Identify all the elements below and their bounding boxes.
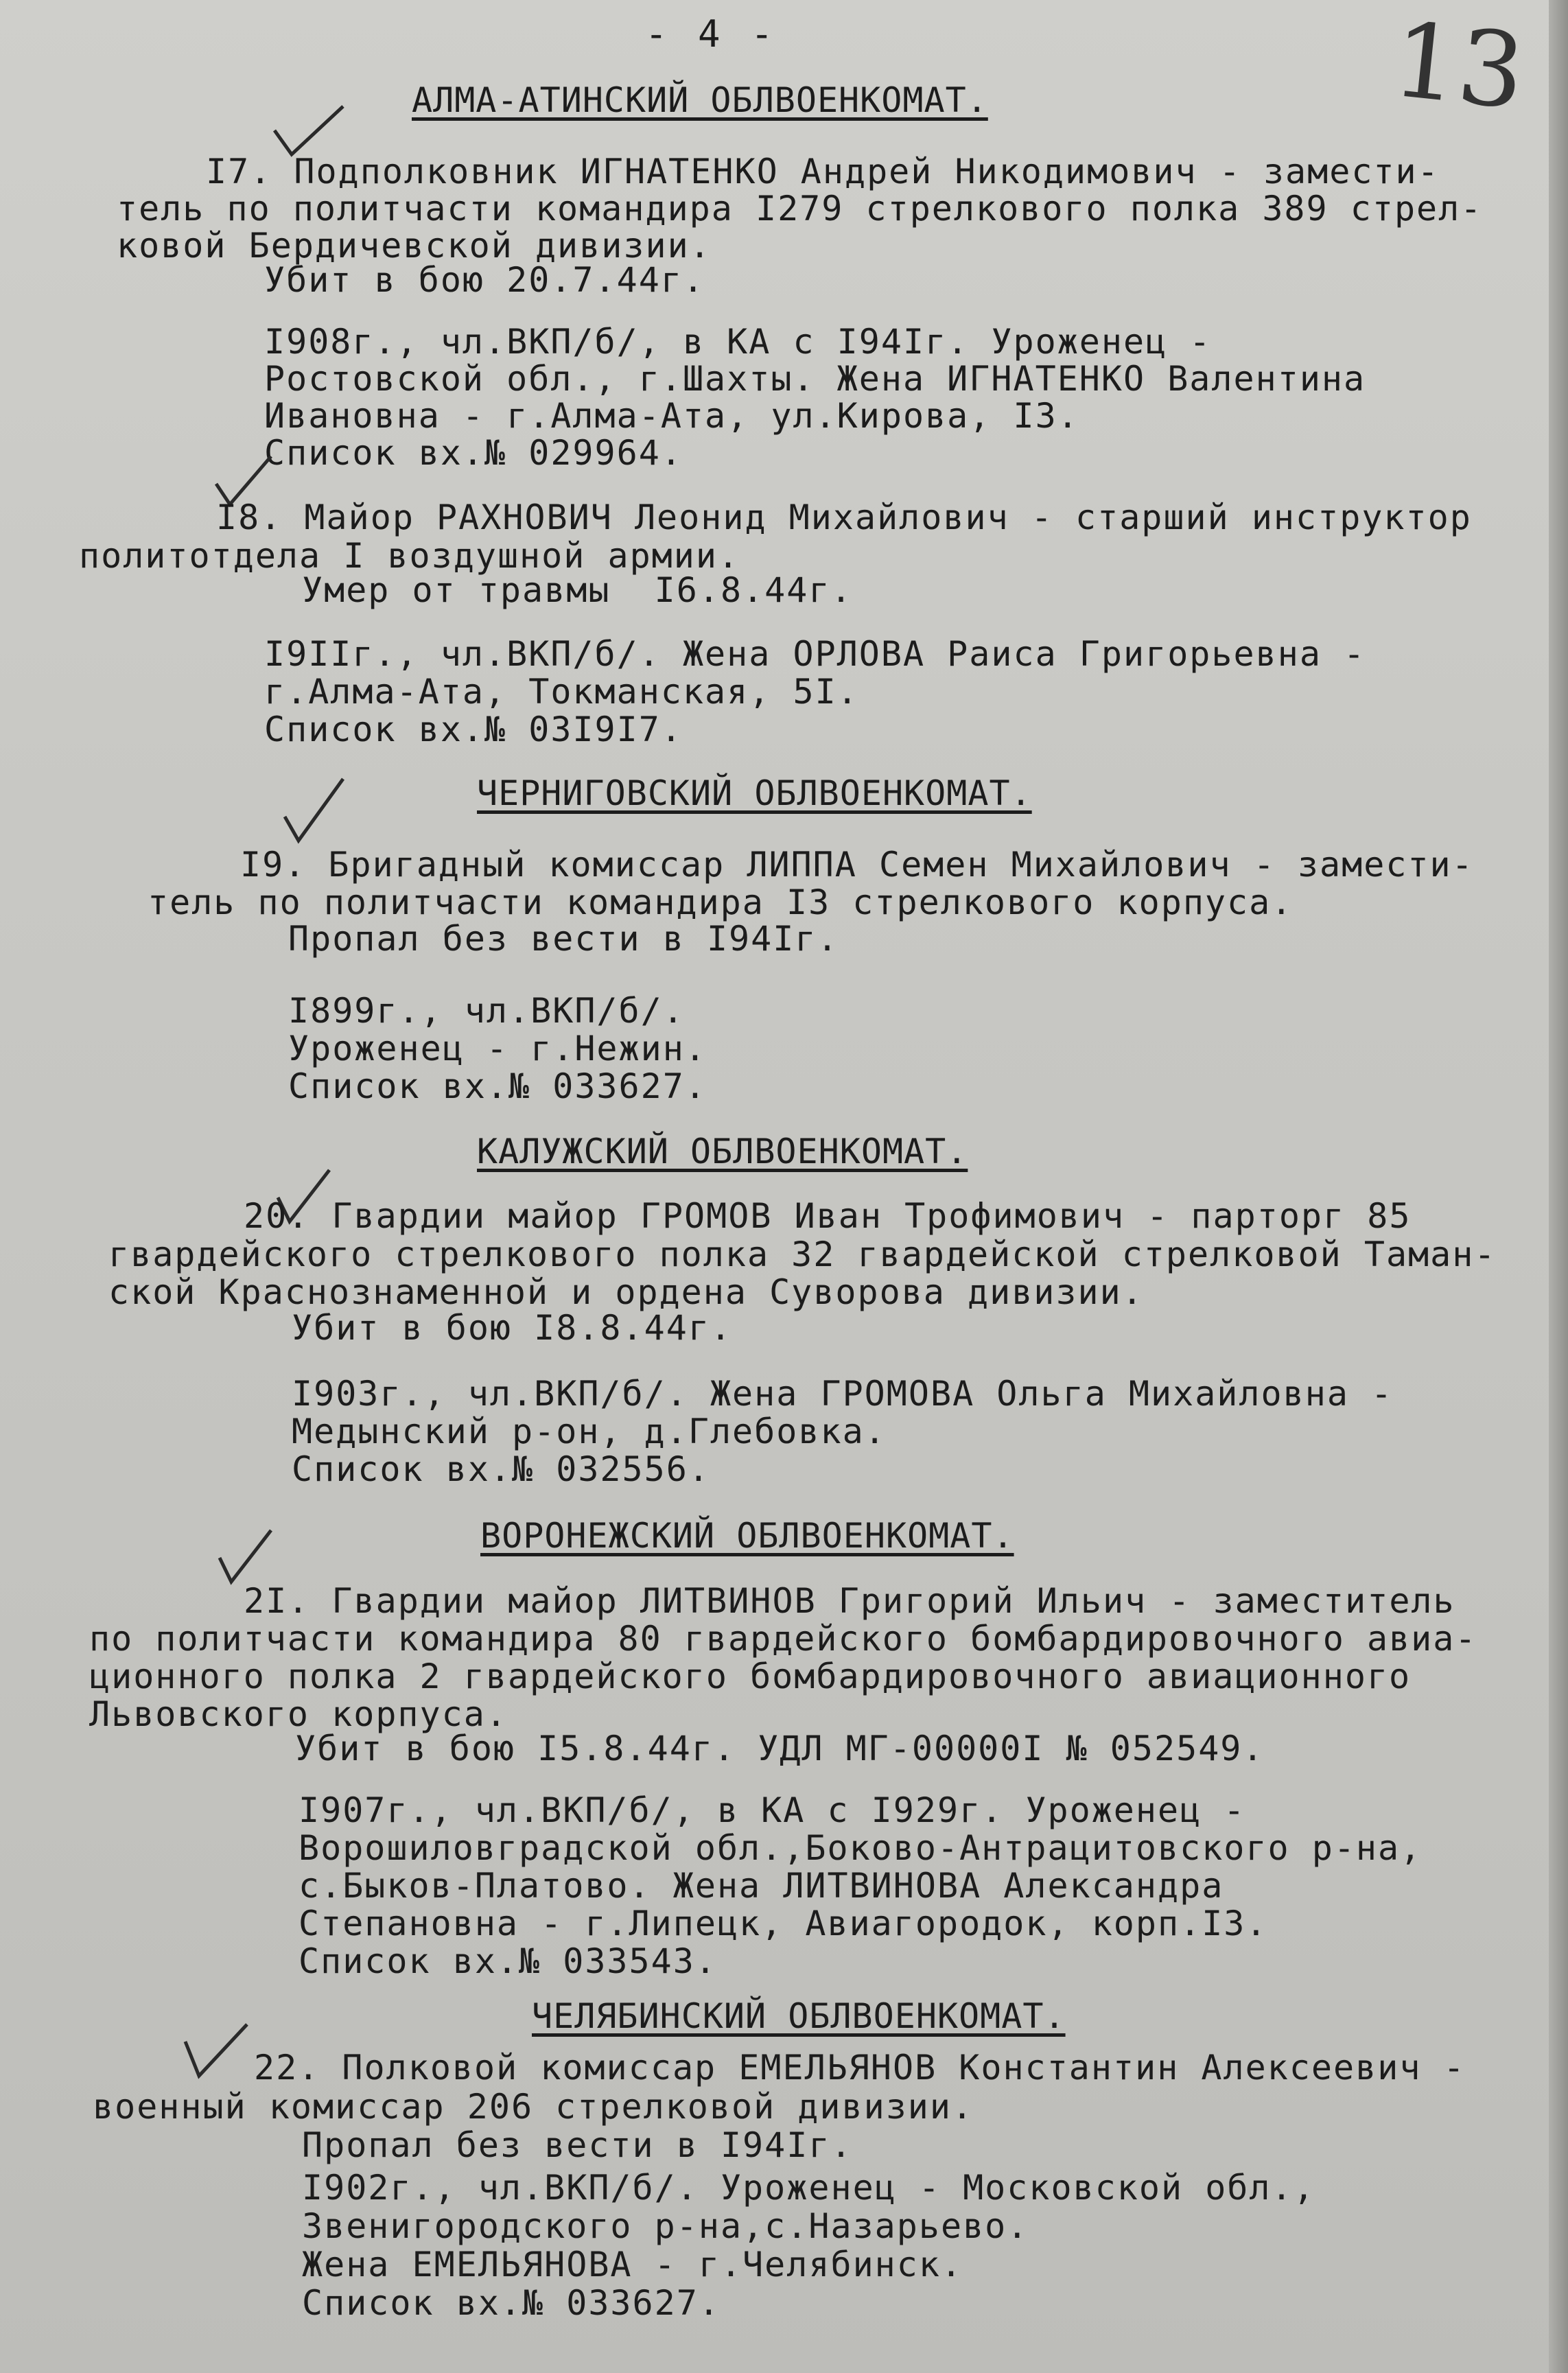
entry-22-detail-3: Жена ЕМЕЛЬЯНОВА - г.Челябинск.	[302, 2245, 963, 2284]
entry-19-detail-2: Уроженец - г.Нежин.	[288, 1029, 707, 1068]
entry-17-detail-4: Список вх.№ 029964.	[264, 433, 683, 473]
entry-20-line-2: гвардейского стрелкового полка 32 гвардейской стрелковой Таман-	[108, 1235, 1497, 1274]
entry-21-line-5: Убит в бою I5.8.44г. УДЛ МГ-00000I № 052549.	[295, 1729, 1265, 1768]
page-edge-shadow	[1549, 0, 1568, 2373]
page-number: - 4 -	[645, 12, 777, 56]
entry-17-line-3: ковой Бердичевской дивизии.	[117, 226, 712, 266]
entry-22-line-3: Пропал без вести в I94Iг.	[302, 2125, 853, 2165]
entry-20-detail-1: I903г., чл.ВКП/б/. Жена ГРОМОВА Ольга Михайловна -	[292, 1374, 1394, 1414]
entry-22-detail-1: I902г., чл.ВКП/б/. Уроженец - Московской обл.,	[302, 2168, 1315, 2208]
entry-20-line-4: Убит в бою I8.8.44г.	[292, 1308, 733, 1348]
section-header-chernigov: ЧЕРНИГОВСКИЙ ОБЛВОЕНКОМАТ.	[477, 773, 1032, 813]
entry-22-detail-4: Список вх.№ 033627.	[302, 2283, 721, 2323]
entry-19-line-2: тель по политчасти командира I3 стрелкового корпуса.	[148, 882, 1294, 922]
entry-18-detail-1: I9IIг., чл.ВКП/б/. Жена ОРЛОВА Раиса Григорьевна -	[264, 634, 1366, 674]
entry-17-line-2: тель по политчасти командира I279 стрелкового полка 389 стрел-	[117, 189, 1483, 229]
entry-22-line-2: военный комиссар 206 стрелковой дивизии.	[93, 2087, 974, 2127]
section-header-chelyabinsk: ЧЕЛЯБИНСКИЙ ОБЛВОЕНКОМАТ.	[532, 1996, 1066, 2036]
entry-19-detail-1: I899г., чл.ВКП/б/.	[288, 991, 685, 1031]
corner-handwritten-number: 13	[1387, 0, 1530, 133]
entry-19-line-3: Пропал без вести в I94Iг.	[288, 919, 839, 959]
entry-17-line-4: Убит в бою 20.7.44г.	[264, 260, 705, 300]
entry-21-detail-2: Ворошиловградской обл.,Боково-Антрацитовского р-на,	[299, 1828, 1423, 1868]
checkmark-icon	[216, 1527, 274, 1585]
entry-21-detail-4: Степановна - г.Липецк, Авиагородок, корп.I3.	[299, 1904, 1268, 1943]
entry-21-detail-3: с.Быков-Платово. Жена ЛИТВИНОВА Александра	[299, 1866, 1224, 1906]
entry-19-detail-3: Список вх.№ 033627.	[288, 1066, 707, 1106]
entry-17-line-1: I7. Подполковник ИГНАТЕНКО Андрей Никодимович - замести-	[206, 152, 1440, 191]
entry-20-detail-3: Список вх.№ 032556.	[292, 1449, 710, 1489]
section-header-kaluga: КАЛУЖСКИЙ ОБЛВОЕНКОМАТ.	[477, 1132, 968, 1171]
entry-18-line-3: Умер от травмы I6.8.44г.	[302, 570, 853, 610]
entry-18-detail-2: г.Алма-Ата, Токманская, 5I.	[264, 672, 859, 712]
entry-18-line-1: I8. Майор РАХНОВИЧ Леонид Михайлович - старший инструктор	[216, 498, 1472, 537]
section-header-voronezh: ВОРОНЕЖСКИЙ ОБЛВОЕНКОМАТ.	[480, 1516, 1014, 1556]
entry-21-line-3: ционного полка 2 гвардейского бомбардировочного авиационного	[89, 1657, 1412, 1696]
checkmark-icon	[182, 2021, 250, 2079]
entry-19-line-1: I9. Бригадный комиссар ЛИППА Семен Михайлович - замести-	[240, 845, 1474, 885]
entry-20-detail-2: Медынский р-он, д.Глебовка.	[292, 1412, 887, 1451]
entry-21-line-2: по политчасти командира 80 гвардейского бомбардировочного авиа-	[89, 1619, 1477, 1659]
checkmark-icon	[281, 775, 347, 844]
entry-18-line-2: политотдела I воздушной армии.	[79, 536, 740, 576]
entry-21-line-4: Львовского корпуса.	[89, 1694, 508, 1734]
entry-22-detail-2: Звенигородского р-на,с.Назарьево.	[302, 2206, 1029, 2246]
entry-21-detail-1: I907г., чл.ВКП/б/, в КА с I929г. Уроженец -	[299, 1790, 1246, 1830]
entry-17-detail-1: I908г., чл.ВКП/б/, в КА с I94Iг. Уроженец -	[264, 322, 1212, 362]
entry-21-detail-5: Список вх.№ 033543.	[299, 1941, 717, 1981]
entry-22-line-1: 22. Полковой комиссар ЕМЕЛЬЯНОВ Константин Алексеевич -	[254, 2048, 1466, 2088]
entry-20-line-1: 20. Гвардии майор ГРОМОВ Иван Трофимович - парторг 85	[244, 1196, 1412, 1236]
entry-20-line-3: ской Краснознаменной и ордена Суворова дивизии.	[108, 1272, 1144, 1312]
entry-17-detail-2: Ростовской обл., г.Шахты. Жена ИГНАТЕНКО Валентина	[264, 359, 1366, 399]
entry-18-detail-3: Список вх.№ 03I9I7.	[264, 710, 683, 749]
section-header-alma-ata: АЛМА-АТИНСКИЙ ОБЛВОЕНКОМАТ.	[412, 80, 988, 120]
entry-17-detail-3: Ивановна - г.Алма-Ата, ул.Кирова, I3.	[264, 396, 1079, 436]
entry-21-line-1: 2I. Гвардии майор ЛИТВИНОВ Григорий Ильич - заместитель	[244, 1581, 1455, 1621]
checkmark-icon	[271, 103, 347, 158]
